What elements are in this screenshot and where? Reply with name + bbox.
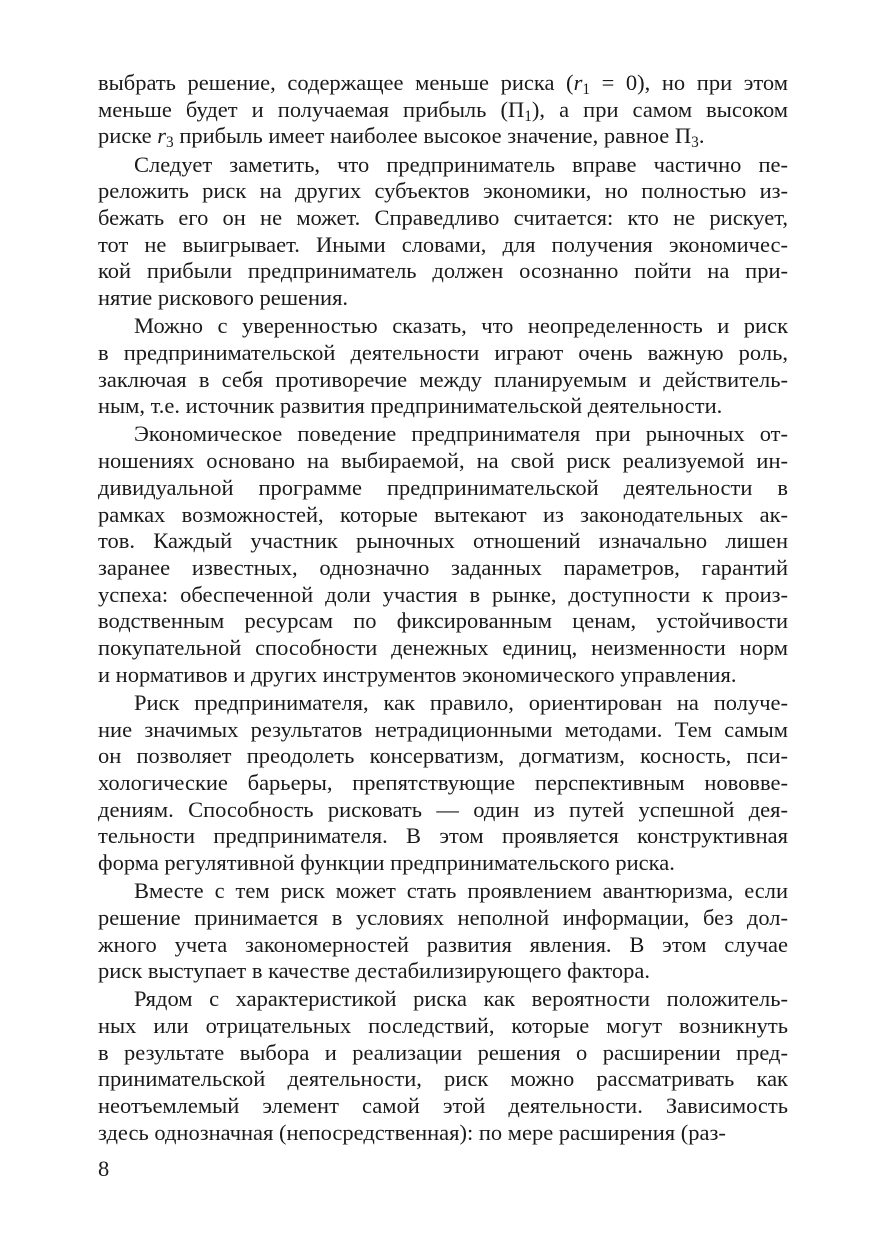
text-run: ), а при самом высоком: [531, 96, 788, 122]
text-run: жного учета закономерностей развития явления. В этом случае: [98, 931, 788, 957]
text-line: [98, 555, 788, 582]
text-line: [98, 1120, 788, 1147]
variable: r: [157, 123, 167, 149]
page-body: [98, 70, 788, 1147]
text-line: [98, 340, 788, 367]
text-line: [98, 1040, 788, 1067]
text-run: здесь однозначная (непосредственная): по мере расширения (раз-: [98, 1119, 726, 1145]
text-line: [98, 313, 788, 340]
text-run: неотъемлемый элемент самой этой деятельности. Зависимость: [98, 1093, 788, 1119]
text-line: [98, 97, 788, 124]
text-run: он позволяет преодолеть консерватизм, догматизм, косность, пси-: [98, 743, 788, 769]
text-line: [98, 448, 788, 475]
text-line: [98, 986, 788, 1013]
text-line: [98, 232, 788, 259]
text-run: реложить риск на других субъектов экономики, но полностью из-: [98, 178, 788, 204]
text-line: [98, 1066, 788, 1093]
text-run: принимательской деятельности, риск можно рассматривать как: [98, 1066, 788, 1092]
text-line: [98, 205, 788, 232]
text-line: [98, 905, 788, 932]
text-line: [98, 258, 788, 285]
text-line: [98, 662, 788, 689]
text-line: [98, 70, 788, 97]
variable: r: [573, 70, 583, 95]
text-run: бежать его он не может. Справедливо считается: кто не рискует,: [98, 204, 788, 230]
text-run: и нормативов и других инструментов экономического управления.: [98, 661, 737, 687]
text-line: [98, 770, 788, 797]
page-number: 8: [98, 1156, 110, 1181]
text-run: решение принимается в условиях неполной информации, без дол-: [98, 904, 788, 930]
text-run: покупательной способности денежных единиц, неизменности норм: [98, 634, 788, 660]
text-run: заключая в себя противоречие между планируемым и действитель-: [98, 366, 788, 392]
text-run: = 0), но при этом: [589, 70, 788, 95]
text-line: [98, 475, 788, 502]
text-line: [98, 178, 788, 205]
text-run: кой прибыли предприниматель должен осознанно пойти на при-: [98, 258, 788, 284]
text-run: Можно с уверенностью сказать, что неопределенность и риск: [134, 313, 788, 339]
text-run: риск выступает в качестве дестабилизирующего фактора.: [98, 958, 651, 984]
text-run: ным, т.е. источник развития предпринимательской деятельности.: [98, 393, 723, 419]
text-run: рамках возможностей, которые вытекают из законодательных ак-: [98, 501, 788, 527]
paragraph: [98, 878, 788, 985]
text-run: выбрать решение, содержащее меньше риска (: [98, 70, 574, 95]
text-run: дивидуальной программе предпринимательской деятельности в: [98, 474, 788, 500]
text-line: [98, 1013, 788, 1040]
text-run: меньше будет и получаемая прибыль (П: [98, 96, 525, 122]
text-run: ношениях основано на выбираемой, на свой риск реализуемой ин-: [98, 448, 788, 474]
text-line: [98, 932, 788, 959]
text-line: [98, 528, 788, 555]
text-line: [98, 608, 788, 635]
text-run: риске: [98, 123, 158, 149]
text-run: форма регулятивной функции предпринимательского риска.: [98, 849, 675, 875]
text-line: [98, 285, 788, 312]
text-run: тельности предпринимателя. В этом проявляется конструктивная: [98, 823, 788, 849]
text-run: Риск предпринимателя, как правило, ориентирован на получе-: [134, 689, 788, 715]
text-line: [98, 635, 788, 662]
text-run: нятие рискового решения.: [98, 285, 349, 310]
text-run: хологические барьеры, препятствующие перспективным нововве-: [98, 769, 788, 795]
text-line: [98, 690, 788, 717]
paragraph: [98, 70, 788, 150]
text-line: [98, 878, 788, 905]
paragraph: [98, 690, 788, 877]
text-run: ных или отрицательных последствий, которые могут возникнуть: [98, 1013, 788, 1039]
text-run: Следует заметить, что предприниматель вправе частично пе-: [134, 151, 788, 177]
text-line: [98, 152, 788, 179]
text-line: [98, 743, 788, 770]
text-run: .: [698, 123, 705, 149]
paragraph: [98, 421, 788, 688]
subscript: 1: [582, 80, 590, 98]
text-run: Экономическое поведение предпринимателя при рыночных от-: [134, 421, 788, 447]
text-line: [98, 421, 788, 448]
paragraph: [98, 986, 788, 1146]
text-run: прибыль имеет наиболее высокое значение, равное П: [173, 123, 692, 149]
text-run: дениям. Способность рисковать — один из путей успешной дея-: [98, 796, 788, 822]
text-run: тов. Каждый участник рыночных отношений изначально лишен: [98, 528, 788, 554]
text-run: в результате выбора и реализации решения о расширении пред-: [98, 1039, 788, 1065]
text-line: [98, 1093, 788, 1120]
text-line: [98, 797, 788, 824]
text-line: [98, 717, 788, 744]
subscript: 1: [524, 107, 532, 125]
text-run: Вместе с тем риск может стать проявлением авантюризма, если: [134, 878, 788, 904]
text-line: [98, 850, 788, 877]
text-line: [98, 958, 788, 985]
paragraph: [98, 313, 788, 420]
text-line: [98, 367, 788, 394]
subscript: 3: [166, 134, 174, 152]
text-run: заранее известных, однозначно заданных параметров, гарантий: [98, 554, 788, 580]
subscript: 3: [691, 134, 699, 152]
text-line: [98, 582, 788, 609]
text-run: тот не выигрывает. Иными словами, для получения экономичес-: [98, 231, 788, 257]
text-run: Рядом с характеристикой риска как вероятности положитель-: [134, 986, 788, 1012]
text-run: ние значимых результатов нетрадиционными методами. Тем самым: [98, 716, 788, 742]
text-run: водственным ресурсам по фиксированным ценам, устойчивости: [98, 608, 788, 634]
text-line: [98, 393, 788, 420]
text-line: [98, 823, 788, 850]
text-line: [98, 123, 788, 150]
text-run: успеха: обеспеченной доли участия в рынке, доступности к произ-: [98, 581, 788, 607]
text-line: [98, 502, 788, 529]
text-run: в предпринимательской деятельности играют очень важную роль,: [98, 339, 788, 365]
paragraph: [98, 152, 788, 312]
